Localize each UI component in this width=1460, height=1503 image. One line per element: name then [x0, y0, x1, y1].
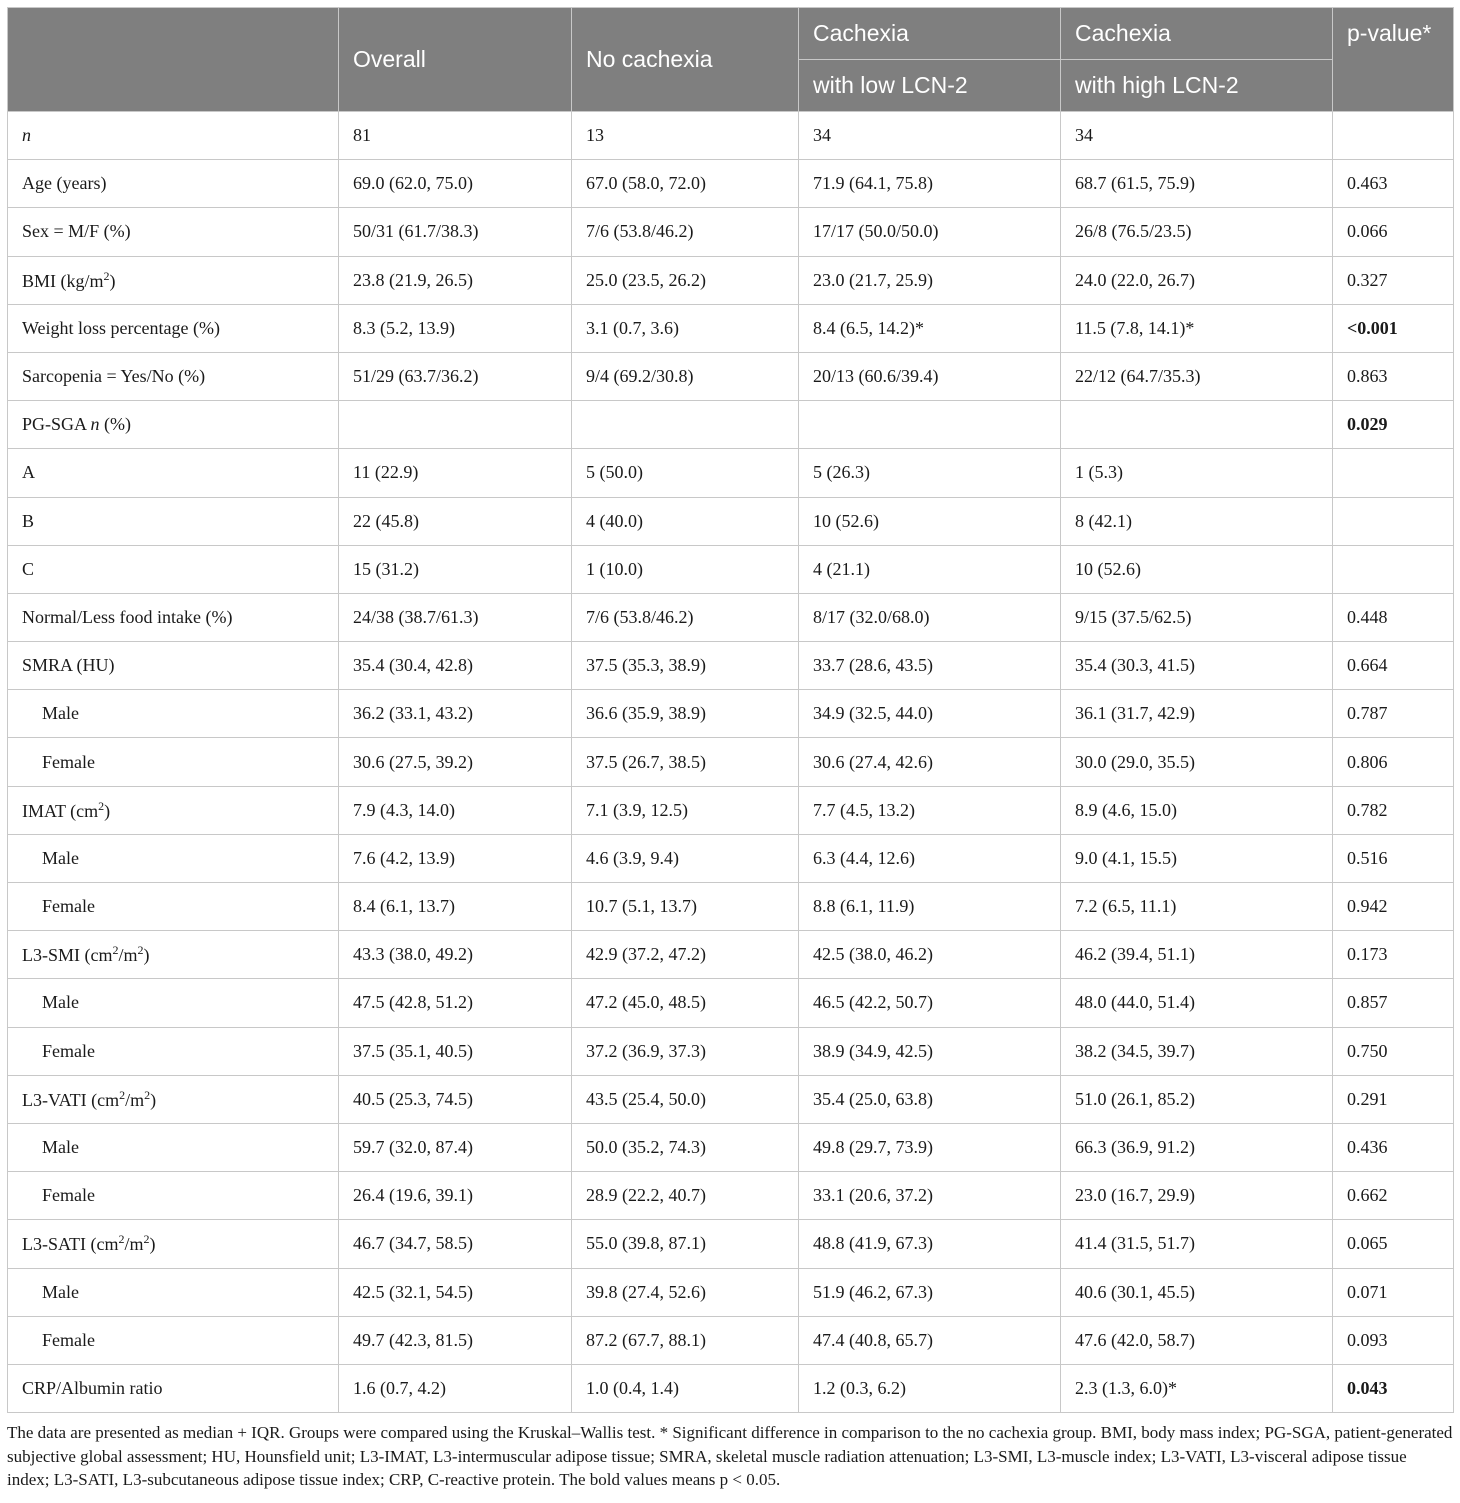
table-container [7, 7, 1453, 1413]
table-cell: 5 (50.0) [572, 449, 799, 497]
table-row [8, 1268, 1454, 1316]
header-cachexia-low-bottom: with low LCN-2 [799, 60, 1061, 112]
table-cell: 33.7 (28.6, 43.5) [799, 642, 1061, 690]
table-cell [572, 401, 799, 449]
table-cell: 8.9 (4.6, 15.0) [1061, 786, 1333, 834]
table-row [8, 1364, 1454, 1412]
row-label: BMI $(kg/m^2)$ [8, 256, 339, 304]
row-label: A [8, 449, 339, 497]
table-cell: 46.2 (39.4, 51.1) [1061, 931, 1333, 979]
table-cell: 30.6 (27.4, 42.6) [799, 738, 1061, 786]
p-value-cell: 0.327 [1333, 256, 1454, 304]
row-label: Male [8, 690, 339, 738]
table-cell: 35.4 (25.0, 63.8) [799, 1075, 1061, 1123]
table-cell: 69.0 (62.0, 75.0) [339, 160, 572, 208]
table-cell: 2.3 (1.3, 6.0)* [1061, 1364, 1333, 1412]
table-cell [799, 401, 1061, 449]
table-cell: 15 (31.2) [339, 545, 572, 593]
row-label: Male [8, 834, 339, 882]
p-value-cell: 0.463 [1333, 160, 1454, 208]
table-cell: 37.5 (35.1, 40.5) [339, 1027, 572, 1075]
table-cell: 1 (10.0) [572, 545, 799, 593]
table-cell: 41.4 (31.5, 51.7) [1061, 1220, 1333, 1268]
row-label: L3-SATI $(cm^2/m^2)$ [8, 1220, 339, 1268]
table-cell: 20/13 (60.6/39.4) [799, 352, 1061, 400]
table-cell: 7/6 (53.8/46.2) [572, 208, 799, 256]
table-row [8, 979, 1454, 1027]
table-footnote: The data are presented as median + IQR. Groups were compared using the Kruskal–Wallis test. * Significant difference in comparison to the no cachexia group. BMI, body mass index; PG-SGA, patient-generated subjective global assessment; HU, Hounsfield unit; L3-IMAT, L3-intermuscular adipose tissue; SMRA, skeletal muscle radiation attenuation; L3-SMI, L3-muscle index; L3-VATI, L3-visceral adipose tissue index; L3-SATI, L3-subcutaneous adipose tissue index; CRP, C-reactive protein. The bold values means p < 0.05. [7, 1423, 1453, 1489]
p-value-cell: 0.857 [1333, 979, 1454, 1027]
table-row [8, 497, 1454, 545]
table-cell: 71.9 (64.1, 75.8) [799, 160, 1061, 208]
header-pvalue: p-value* [1333, 8, 1454, 112]
table-cell: 46.5 (42.2, 50.7) [799, 979, 1061, 1027]
table-cell: 23.0 (16.7, 29.9) [1061, 1172, 1333, 1220]
row-label: Weight loss percentage (%) [8, 304, 339, 352]
table-cell: 30.6 (27.5, 39.2) [339, 738, 572, 786]
table-cell: 33.1 (20.6, 37.2) [799, 1172, 1061, 1220]
p-value-cell: 0.782 [1333, 786, 1454, 834]
table-cell: 37.5 (26.7, 38.5) [572, 738, 799, 786]
table-cell: 30.0 (29.0, 35.5) [1061, 738, 1333, 786]
table-cell: 47.4 (40.8, 65.7) [799, 1316, 1061, 1364]
table-cell: 26.4 (19.6, 39.1) [339, 1172, 572, 1220]
table-cell: 3.1 (0.7, 3.6) [572, 304, 799, 352]
row-label: Female [8, 738, 339, 786]
table-cell: 7.6 (4.2, 13.9) [339, 834, 572, 882]
p-value-cell [1333, 545, 1454, 593]
row-label: Sarcopenia = Yes/No (%) [8, 352, 339, 400]
table-cell: 87.2 (67.7, 88.1) [572, 1316, 799, 1364]
header-overall: Overall [339, 8, 572, 112]
table-cell: 4 (21.1) [799, 545, 1061, 593]
table-row [8, 593, 1454, 641]
table-cell: 23.8 (21.9, 26.5) [339, 256, 572, 304]
table-row [8, 1027, 1454, 1075]
table-cell: 5 (26.3) [799, 449, 1061, 497]
table-row [8, 401, 1454, 449]
table-row [8, 256, 1454, 304]
p-value-cell: 0.863 [1333, 352, 1454, 400]
table-cell: 51/29 (63.7/36.2) [339, 352, 572, 400]
p-value-cell: 0.664 [1333, 642, 1454, 690]
table-cell: 42.5 (38.0, 46.2) [799, 931, 1061, 979]
table-row [8, 1172, 1454, 1220]
row-label: Normal/Less food intake (%) [8, 593, 339, 641]
table-cell: 8/17 (32.0/68.0) [799, 593, 1061, 641]
table-cell: 7.9 (4.3, 14.0) [339, 786, 572, 834]
row-label: B [8, 497, 339, 545]
table-header [8, 8, 1454, 112]
header-cachexia-low-top: Cachexia [799, 8, 1061, 60]
table-cell: 36.6 (35.9, 38.9) [572, 690, 799, 738]
table-cell: 50/31 (61.7/38.3) [339, 208, 572, 256]
row-label: Female [8, 1316, 339, 1364]
table-cell: 17/17 (50.0/50.0) [799, 208, 1061, 256]
table-cell: 7.2 (6.5, 11.1) [1061, 883, 1333, 931]
p-value-cell: 0.448 [1333, 593, 1454, 641]
table-cell: 7.1 (3.9, 12.5) [572, 786, 799, 834]
p-value-cell: 0.516 [1333, 834, 1454, 882]
table-cell: 43.3 (38.0, 49.2) [339, 931, 572, 979]
table-cell: 40.5 (25.3, 74.5) [339, 1075, 572, 1123]
table-cell: 37.2 (36.9, 37.3) [572, 1027, 799, 1075]
row-label: PG-SGA n (%) [8, 401, 339, 449]
table-cell: 42.5 (32.1, 54.5) [339, 1268, 572, 1316]
table-cell: 34 [1061, 112, 1333, 160]
table-cell: 1 (5.3) [1061, 449, 1333, 497]
row-label: Female [8, 1172, 339, 1220]
table-row [8, 1220, 1454, 1268]
table-cell: 25.0 (23.5, 26.2) [572, 256, 799, 304]
row-label: Female [8, 1027, 339, 1075]
table-cell: 1.2 (0.3, 6.2) [799, 1364, 1061, 1412]
p-value-cell: 0.942 [1333, 883, 1454, 931]
table-cell: 36.1 (31.7, 42.9) [1061, 690, 1333, 738]
p-value-cell: 0.436 [1333, 1123, 1454, 1171]
table-row [8, 352, 1454, 400]
table-cell: 8.4 (6.1, 13.7) [339, 883, 572, 931]
table-cell: 49.7 (42.3, 81.5) [339, 1316, 572, 1364]
table-cell: 43.5 (25.4, 50.0) [572, 1075, 799, 1123]
table-row [8, 545, 1454, 593]
p-value-cell: 0.066 [1333, 208, 1454, 256]
p-value-cell: 0.043 [1333, 1364, 1454, 1412]
table-cell: 55.0 (39.8, 87.1) [572, 1220, 799, 1268]
table-row [8, 304, 1454, 352]
table-cell: 37.5 (35.3, 38.9) [572, 642, 799, 690]
row-label: SMRA (HU) [8, 642, 339, 690]
p-value-cell: 0.173 [1333, 931, 1454, 979]
row-label: C [8, 545, 339, 593]
table-cell [339, 401, 572, 449]
table-cell: 7/6 (53.8/46.2) [572, 593, 799, 641]
table-row [8, 208, 1454, 256]
header-cachexia-high-bottom: with high LCN-2 [1061, 60, 1333, 112]
table-row [8, 931, 1454, 979]
p-value-cell: 0.787 [1333, 690, 1454, 738]
table-row [8, 834, 1454, 882]
header-no-cachexia: No cachexia [572, 8, 799, 112]
table-cell: 4.6 (3.9, 9.4) [572, 834, 799, 882]
table-cell: 40.6 (30.1, 45.5) [1061, 1268, 1333, 1316]
table-cell: 10 (52.6) [799, 497, 1061, 545]
table-cell: 68.7 (61.5, 75.9) [1061, 160, 1333, 208]
table-cell: 47.2 (45.0, 48.5) [572, 979, 799, 1027]
table-cell: 35.4 (30.4, 42.8) [339, 642, 572, 690]
table-cell: 24/38 (38.7/61.3) [339, 593, 572, 641]
row-label: n [8, 112, 339, 160]
table-cell: 4 (40.0) [572, 497, 799, 545]
row-label: Sex = M/F (%) [8, 208, 339, 256]
table-row [8, 642, 1454, 690]
table-cell: 34 [799, 112, 1061, 160]
table-cell: 10 (52.6) [1061, 545, 1333, 593]
table-cell: 38.9 (34.9, 42.5) [799, 1027, 1061, 1075]
row-label: Male [8, 1123, 339, 1171]
table-cell: 1.0 (0.4, 1.4) [572, 1364, 799, 1412]
table-cell: 11 (22.9) [339, 449, 572, 497]
table-cell [1061, 401, 1333, 449]
table-cell: 8.4 (6.5, 14.2)* [799, 304, 1061, 352]
table-cell: 59.7 (32.0, 87.4) [339, 1123, 572, 1171]
table-cell: 39.8 (27.4, 52.6) [572, 1268, 799, 1316]
table-cell: 8 (42.1) [1061, 497, 1333, 545]
table-row [8, 786, 1454, 834]
row-label: CRP/Albumin ratio [8, 1364, 339, 1412]
table-cell: 11.5 (7.8, 14.1)* [1061, 304, 1333, 352]
row-label: Age (years) [8, 160, 339, 208]
row-label: Female [8, 883, 339, 931]
table-cell: 49.8 (29.7, 73.9) [799, 1123, 1061, 1171]
table-cell: 9.0 (4.1, 15.5) [1061, 834, 1333, 882]
table-cell: 24.0 (22.0, 26.7) [1061, 256, 1333, 304]
table-row [8, 883, 1454, 931]
table-cell: 9/15 (37.5/62.5) [1061, 593, 1333, 641]
table-cell: 36.2 (33.1, 43.2) [339, 690, 572, 738]
table-cell: 26/8 (76.5/23.5) [1061, 208, 1333, 256]
p-value-cell [1333, 112, 1454, 160]
row-label: L3-SMI $(cm^2/m^2)$ [8, 931, 339, 979]
p-value-cell: <0.001 [1333, 304, 1454, 352]
table-cell: 6.3 (4.4, 12.6) [799, 834, 1061, 882]
table-row [8, 160, 1454, 208]
p-value-cell: 0.750 [1333, 1027, 1454, 1075]
table-cell: 47.6 (42.0, 58.7) [1061, 1316, 1333, 1364]
p-value-cell: 0.662 [1333, 1172, 1454, 1220]
table-cell: 47.5 (42.8, 51.2) [339, 979, 572, 1027]
table-cell: 8.8 (6.1, 11.9) [799, 883, 1061, 931]
table-row [8, 449, 1454, 497]
table-cell: 38.2 (34.5, 39.7) [1061, 1027, 1333, 1075]
table-cell: 81 [339, 112, 572, 160]
table-body [8, 112, 1454, 1413]
row-label: L3-VATI $(cm^2/m^2)$ [8, 1075, 339, 1123]
table-cell: 50.0 (35.2, 74.3) [572, 1123, 799, 1171]
table-cell: 51.9 (46.2, 67.3) [799, 1268, 1061, 1316]
table-cell: 67.0 (58.0, 72.0) [572, 160, 799, 208]
table-row [8, 738, 1454, 786]
data-table [7, 7, 1454, 1413]
p-value-cell [1333, 497, 1454, 545]
table-cell: 1.6 (0.7, 4.2) [339, 1364, 572, 1412]
table-row [8, 1316, 1454, 1364]
table-cell: 51.0 (26.1, 85.2) [1061, 1075, 1333, 1123]
row-label: Male [8, 979, 339, 1027]
p-value-cell [1333, 449, 1454, 497]
table-cell: 48.8 (41.9, 67.3) [799, 1220, 1061, 1268]
table-row [8, 690, 1454, 738]
p-value-cell: 0.029 [1333, 401, 1454, 449]
table-cell: 7.7 (4.5, 13.2) [799, 786, 1061, 834]
table-cell: 22/12 (64.7/35.3) [1061, 352, 1333, 400]
header-cachexia-high-top: Cachexia [1061, 8, 1333, 60]
table-cell: 8.3 (5.2, 13.9) [339, 304, 572, 352]
table-cell: 46.7 (34.7, 58.5) [339, 1220, 572, 1268]
table-cell: 66.3 (36.9, 91.2) [1061, 1123, 1333, 1171]
p-value-cell: 0.093 [1333, 1316, 1454, 1364]
table-cell: 42.9 (37.2, 47.2) [572, 931, 799, 979]
table-row [8, 1123, 1454, 1171]
header-blank [8, 8, 339, 112]
table-row [8, 1075, 1454, 1123]
p-value-cell: 0.291 [1333, 1075, 1454, 1123]
row-label: Male [8, 1268, 339, 1316]
table-cell: 34.9 (32.5, 44.0) [799, 690, 1061, 738]
p-value-cell: 0.065 [1333, 1220, 1454, 1268]
table-row [8, 112, 1454, 160]
table-cell: 22 (45.8) [339, 497, 572, 545]
row-label: IMAT $(cm^2)$ [8, 786, 339, 834]
table-cell: 48.0 (44.0, 51.4) [1061, 979, 1333, 1027]
table-cell: 23.0 (21.7, 25.9) [799, 256, 1061, 304]
table-cell: 10.7 (5.1, 13.7) [572, 883, 799, 931]
p-value-cell: 0.071 [1333, 1268, 1454, 1316]
p-value-cell: 0.806 [1333, 738, 1454, 786]
table-cell: 13 [572, 112, 799, 160]
table-cell: 28.9 (22.2, 40.7) [572, 1172, 799, 1220]
table-cell: 9/4 (69.2/30.8) [572, 352, 799, 400]
table-cell: 35.4 (30.3, 41.5) [1061, 642, 1333, 690]
